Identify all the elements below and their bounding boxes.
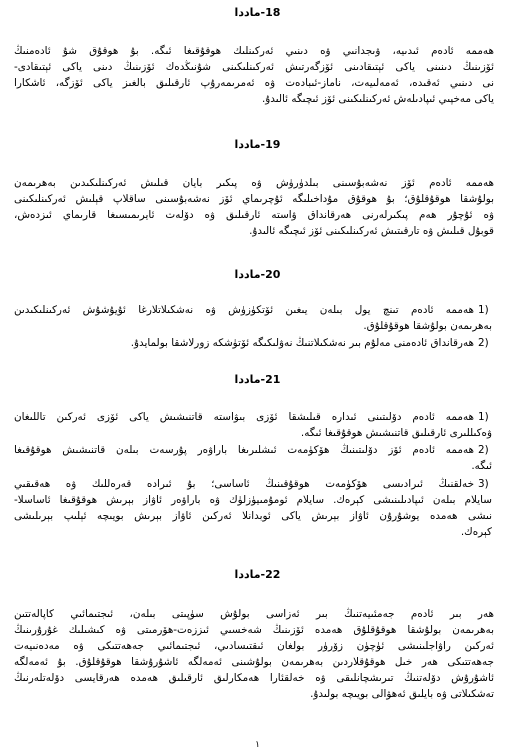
article-18-line-3: نى دىنىي ئەقىدە، ئەمەلىيەت، ناماز-ئىبادەت ۋە ئەمرىمەرۇپ ئارقىلىق بالغىز ياكى ئۆزگە، ئاشكارا [14,77,494,89]
article-21-item-2-number: 2) [478,444,489,456]
article-20-item-1-line-2: بەھرىمەن بولۇشقا ھوقۇقلۇق. [363,320,492,332]
article-19-line-1: ھەممە ئادەم ئۆز نەشەبۇسىنى بىلدۈرۈش ۋە پىكىر بايان قىلىش ئەركىنلىكىدىن بەھرىمەن [14,177,494,189]
article-21-item-3-line-2: سايلام بىلەن ئىپادىلىنىشى كېرەك. سايلام ئومۇمىيۈزلۈك ۋە باراۋەر ئاۋاز بېرىش ھوقۇقىغا ئاساسلا- [14,494,492,506]
article-21-item-1-line-2: ۋەكىللىرى ئارقىلىق قاتنىشىش ھوقۇقىغا ئىگە. [300,427,492,439]
article-20-item-2-line-1: ھەرقانداق ئادەمنى مەلۇم بىر نەشكىلاتنىڭ نەۋلىكىگە ئۆتۈشكە زورلاشقا بولمايدۇ. [130,337,474,349]
article-22-line-2: بەھرىمەن بولۇشقا ھوقۇقلۇق ھەمدە ئۆزىنىڭ شەخسىي ئىززەت-ھۆرمىتى ۋە كىشىلىك غۇرۇرىنىڭ [14,624,494,636]
article-21-heading: 21-ماددا [234,373,281,386]
article-18-line-4: ياكى مەخپىي ئىپادىلەش ئەركىنلىكىنى ئۆز ئىچىگە ئالىدۇ. [261,93,494,105]
article-21-item-1-number: 1) [478,411,489,423]
article-21-item-3-line-3: نىشى ھەمدە يوشۇرۇن ئاۋاز بېرىش ياكى ئوبدانلا ئەركىن ئاۋاز بېرىش بويىچە ئېلىپ بېرىلىشى [14,510,492,522]
article-18-heading: 18-ماددا [234,6,281,19]
article-22-line-4: جەھەتتىكى ھەر خىل ھوقۇقلاردىن بەھرىمەن بولۇشىنى ئەمەلگە ئاشۇرۇشقا ھوقۇقلۇق. بۇ ئەمەلگە [14,656,494,668]
page-number: ١ [255,740,260,750]
article-21-item-2-line-1: ھەممە ئادەم ئۆز دۆلىتىنىڭ ھۆكۈمەت ئىشلىرىغا باراۋەر پۇرسەت بىلەن قاتنىشىش ھوقۇقىغا [14,444,474,456]
article-22-line-3: ئەركىن راۋاجلىنىشى ئۈچۈن زۆرۈر بولغان ئىقتىسادىي، ئىجتىمائىي جەھەتتىكى ۋە مەدەنىيەت [14,640,494,652]
article-21-item-3-line-1: خەلقنىڭ ئىرادىسى ھۆكۈمەت ھوقۇقىنىڭ ئاساسى؛ بۇ ئىرادە قەرەللىك ۋە ھەقىقىي [14,478,474,490]
article-20-heading: 20-ماددا [234,268,281,281]
article-22-line-1: ھەر بىر ئادەم جەمئىيەتنىڭ بىر ئەزاسى بولۇش سۈپىتى بىلەن، ئىجتىمائىي كاپالەتتىن [14,608,494,620]
article-22-heading: 22-ماددا [234,568,281,581]
article-22-line-6: تەشكىلاتى ۋە بايلىق ئەھۋالى بويىچە بولىدۇ. [310,688,494,700]
article-18-line-1: ھەممە ئادەم ئىدىيە، ۋىجدانىي ۋە دىنىي ئەركىنلىك ھوقۇقىغا ئىگە. بۇ ھوقۇق شۇ ئادەمنىڭ [14,45,494,57]
article-19-heading: 19-ماددا [234,138,281,151]
article-21-item-1-line-1: ھەممە ئادەم دۆلىتىنى ئىدارە قىلىشقا ئۆزى بىۋاستە قاتنىشىش ياكى ئۆزى ئەركىن تاللىغان [14,411,474,423]
article-20-item-1-number: 1) [478,304,489,316]
article-18-line-2: ئۆزىنىڭ دىنىنى ياكى ئېتىقادىنى ئۆزگەرتىش ئەركىنلىكىنى شۇنىڭدەك ئۆزىنىڭ دىنى ياكى ئېتىقادى- [14,61,494,73]
article-19-line-4: قوبۇل قىلىش ۋە تارقىتىش ئەركىنلىكىنى ئۆز ئىچىگە ئالىدۇ. [249,225,494,237]
article-21-item-2-line-2: ئىگە. [471,460,492,472]
article-20-item-1-line-1: ھەممە ئادەم تىنچ يول بىلەن يىغىن ئۆتكۈزۈش ۋە نەشكىلاتلارغا ئۇيۇشۇش ئەركىنلىكىدىن [14,304,474,316]
article-20-item-2-number: 2) [478,337,489,349]
article-21-item-3-line-4: كېرەك. [460,526,492,538]
article-19-line-2: بولۇشقا ھوقۇقلۇق؛ بۇ ھوقۇق مۇداخىلىگە ئۇچرىماي ئۆز نەشەبۇسىنى ساقلاپ قېلىش ئەركىنلىكىنى [14,193,494,205]
article-22-line-5: ئاشۇرۇش دۆلەتنىڭ تىرىشچانلىقى ۋە خەلقئارا ھەمكارلىق ئارقىلىق ھەمدە ھەرقايسى دۆلەتلەرنىڭ [14,672,494,684]
article-19-line-3: ۋە ئۇچۇر ھەم پىكىرلەرنى ھەرقانداق ۋاستە ئارقىلىق ۋە دۆلەت ئايرىمىسىغا قارىماي ئىزدەش، [14,209,494,221]
article-21-item-3-number: 3) [478,478,489,490]
